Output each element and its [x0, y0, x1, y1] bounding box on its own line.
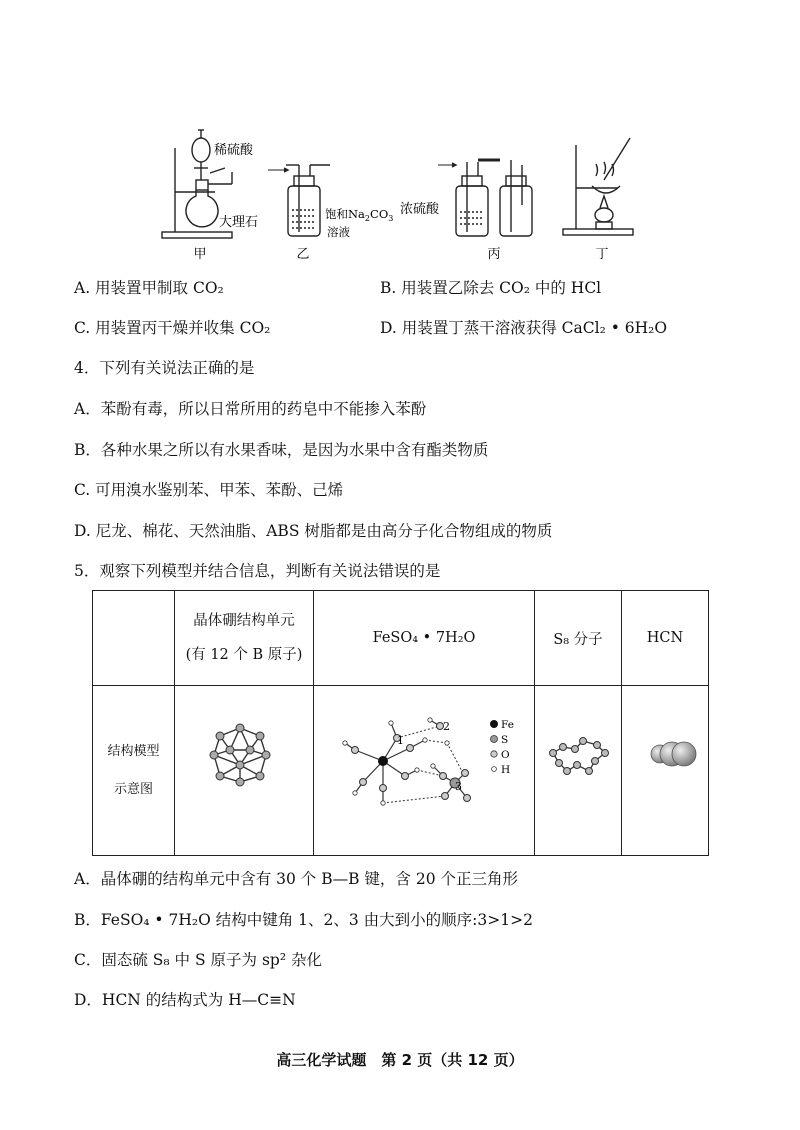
label-marble: 大理石 [219, 215, 259, 230]
q5-option-a: A．晶体硼的结构单元中含有 30 个 B—B 键，含 20 个正三角形 [74, 870, 518, 888]
q3-option-a: A. 用装置甲制取 CO₂ [74, 279, 224, 297]
device-name-yi: 乙 [296, 247, 310, 262]
q5-stem: 5．观察下列模型并结合信息，判断有关说法错误的是 [74, 562, 441, 580]
legend-h: H [501, 764, 511, 776]
q3-option-d: D. 用装置丁蒸干溶液获得 CaCl₂ • 6H₂O [380, 319, 668, 337]
header-boron-line1: 晶体硼结构单元 [193, 613, 295, 629]
s8-ring-model [545, 735, 615, 780]
header-hcn: HCN [622, 591, 709, 686]
apparatus-figure [0, 0, 800, 270]
q4-option-d: D. 尼龙、棉花、天然油脂、ABS 树脂都是由高分子化合物组成的物质 [74, 522, 553, 540]
row-label [93, 686, 175, 856]
row-label-line1: 结构模型 [107, 743, 160, 759]
label-solution: 溶液 [327, 225, 350, 239]
q5-option-b: B．FeSO₄ • 7H₂O 结构中键角 1、2、3 由大到小的顺序:3>1>2 [74, 911, 533, 929]
hcn-space-filling-model [648, 736, 698, 772]
q4-option-c: C. 可用溴水鉴别苯、甲苯、苯酚、己烯 [74, 481, 344, 499]
header-s8: S₈ 分子 [535, 591, 622, 686]
device-name-jia: 甲 [193, 247, 207, 262]
angle-mark-2: 2 [443, 720, 450, 733]
legend-s: S [501, 734, 509, 746]
table-empty-cell [93, 591, 175, 686]
q4-stem: 4．下列有关说法正确的是 [74, 359, 255, 377]
legend-o: O [501, 749, 510, 761]
label-saturated-na2co3: 饱和$Na_2CO_3$ [325, 207, 394, 223]
page-footer: 高三化学试题 第 2 页（共 12 页） [276, 1051, 524, 1069]
q3-option-c: C. 用装置丙干燥并收集 CO₂ [74, 319, 271, 337]
q5-option-d: D．HCN 的结构式为 H—C≡N [74, 991, 296, 1009]
header-feso4: FeSO₄ • 7H₂O [314, 591, 535, 686]
angle-mark-3: 3 [455, 780, 462, 793]
row-label-line2: 示意图 [113, 781, 153, 797]
boron-icosahedron-model [200, 720, 280, 790]
header-boron-line2: (有 12 个 B 原子) [185, 647, 303, 663]
angle-mark-1: 1 [397, 734, 404, 747]
legend-fe: Fe [501, 719, 514, 731]
q3-option-b: B. 用装置乙除去 CO₂ 中的 HCl [380, 279, 602, 297]
device-name-ding: 丁 [595, 247, 609, 262]
header-boron [175, 591, 314, 686]
label-conc-acid: 浓硫酸 [400, 202, 440, 217]
q4-option-b: B．各种水果之所以有水果香味，是因为水果中含有酯类物质 [74, 441, 489, 459]
feso4-model [335, 708, 535, 818]
q4-option-a: A．苯酚有毒，所以日常所用的药皂中不能掺入苯酚 [74, 400, 427, 418]
q5-option-c: C．固态硫 S₈ 中 S 原子为 sp² 杂化 [74, 951, 322, 969]
device-name-bing: 丙 [487, 247, 501, 262]
label-dilute-acid: 稀硫酸 [214, 143, 254, 158]
